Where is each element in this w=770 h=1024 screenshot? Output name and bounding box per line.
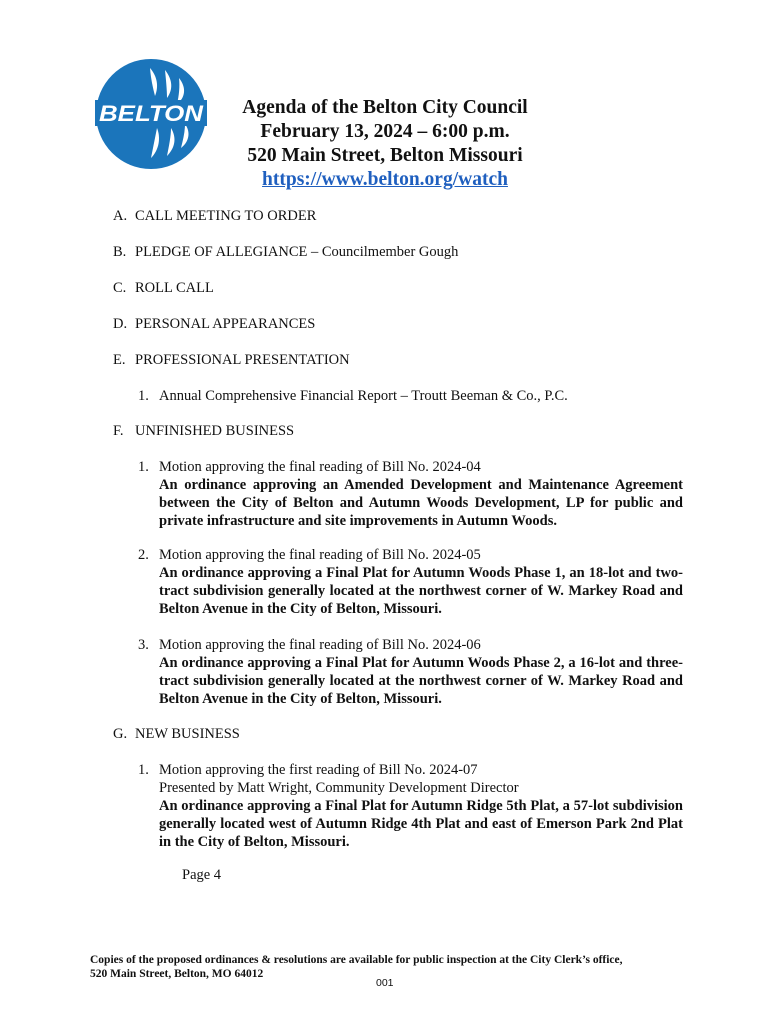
item-text: Motion approving the final reading of Bill No. 2024-05 [159, 547, 481, 563]
belton-logo [95, 58, 207, 170]
section-title: UNFINISHED BUSINESS [135, 423, 295, 439]
section-f [113, 422, 294, 440]
meeting-address: 520 Main Street, Belton Missouri [247, 145, 523, 166]
section-d [113, 315, 315, 333]
section-title: NEW BUSINESS [135, 726, 240, 742]
agenda-title: Agenda of the Belton City Council [242, 97, 528, 118]
item-number: 3. [138, 637, 149, 653]
item-f1 [138, 458, 683, 530]
item-f3 [138, 636, 683, 708]
section-letter: D. [113, 316, 128, 332]
ordinance-description: An ordinance approving a Final Plat for Autumn Ridge 5th Plat, a 57-lot subdivision generally located west of Autumn Ridge 4th Plat and east of Emerson Park 2nd Plat in the City of Belton, Missouri. [159, 798, 683, 850]
section-letter: F. [113, 423, 124, 439]
logo-text: BELTON [99, 101, 205, 126]
item-g1 [138, 761, 683, 851]
section-c [113, 279, 214, 297]
footer-line-1: Copies of the proposed ordinances & resolutions are available for public inspection at the City Clerk’s office, [90, 954, 623, 966]
ordinance-description: An ordinance approving a Final Plat for Autumn Woods Phase 1, an 18-lot and two-tract subdivision generally located at the northwest corner of W. Markey Road and Belton Avenue in the City of Belton, Missouri. [159, 565, 683, 617]
meeting-date: February 13, 2024 – 6:00 p.m. [260, 121, 510, 142]
item-text: Motion approving the first reading of Bill No. 2024-07 [159, 762, 478, 778]
item-number: 1. [138, 388, 149, 404]
section-letter: C. [113, 280, 127, 296]
item-e1 [138, 387, 683, 405]
section-title: PERSONAL APPEARANCES [135, 316, 316, 332]
section-title: PROFESSIONAL PRESENTATION [135, 352, 350, 368]
page-number: 001 [376, 977, 394, 989]
section-title: CALL MEETING TO ORDER [135, 208, 317, 224]
item-f2 [138, 546, 683, 618]
section-g [113, 725, 240, 743]
item-text: Motion approving the final reading of Bill No. 2024-04 [159, 459, 481, 475]
section-letter: B. [113, 244, 127, 260]
section-e [113, 351, 350, 369]
section-letter: E. [113, 352, 126, 368]
item-number: 1. [138, 459, 149, 475]
agenda-header [215, 96, 555, 192]
page-label: Page 4 [182, 867, 222, 883]
item-text: Annual Comprehensive Financial Report – Troutt Beeman & Co., P.C. [159, 388, 568, 404]
section-title: PLEDGE OF ALLEGIANCE – Councilmember Gough [135, 244, 459, 260]
item-presenter: Presented by Matt Wright, Community Development Director [159, 780, 519, 796]
item-number: 1. [138, 762, 149, 778]
section-title: ROLL CALL [135, 280, 214, 296]
ordinance-description: An ordinance approving a Final Plat for Autumn Woods Phase 2, a 16-lot and three-tract subdivision generally located at the northwest corner of W. Markey Road and Belton Avenue in the City of Belton, Missouri. [159, 655, 683, 707]
item-text: Motion approving the final reading of Bill No. 2024-06 [159, 637, 481, 653]
section-letter: G. [113, 726, 128, 742]
item-number: 2. [138, 547, 149, 563]
footer-notice [90, 953, 623, 981]
ordinance-description: An ordinance approving an Amended Development and Maintenance Agreement between the City of Belton and Autumn Woods Development, LP for public and private infrastructure and site improvements in Autumn Woods. [159, 477, 683, 529]
footer-line-2: 520 Main Street, Belton, MO 64012 [90, 968, 264, 980]
section-a [113, 207, 316, 225]
watch-link[interactable]: https://www.belton.org/watch [262, 169, 508, 190]
section-letter: A. [113, 208, 128, 224]
section-b [113, 243, 458, 261]
